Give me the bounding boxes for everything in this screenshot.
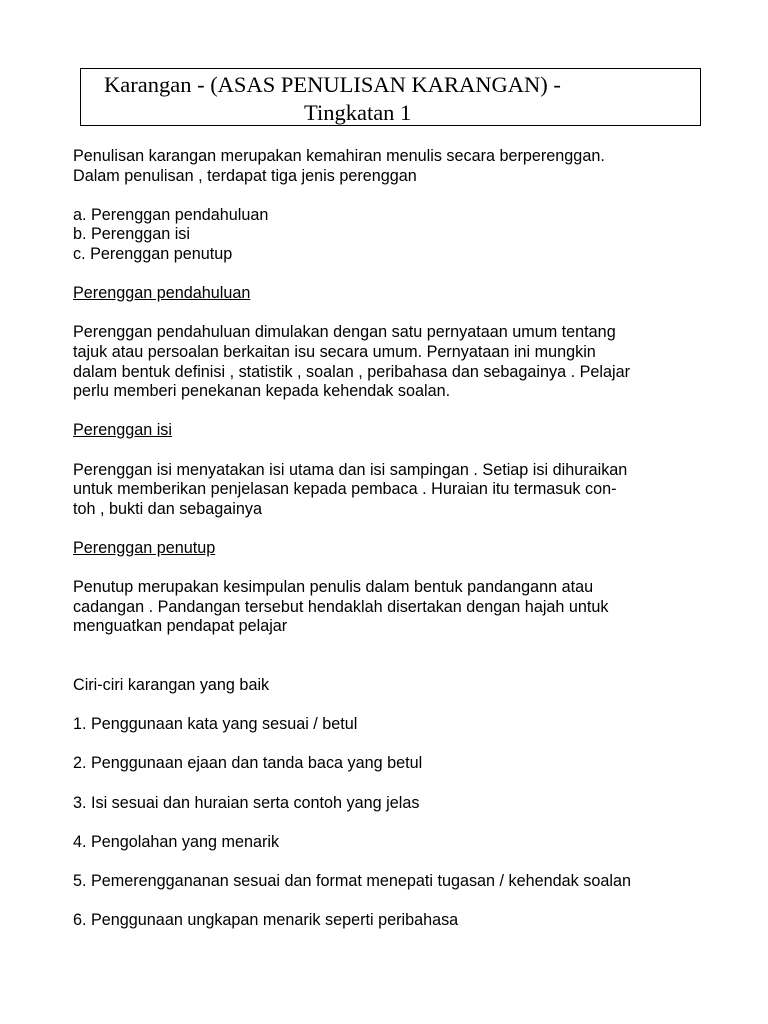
document-title-line-1: Karangan - (ASAS PENULISAN KARANGAN) - [104,72,561,97]
spacer [73,637,713,657]
spacer [73,186,713,206]
spacer [73,304,713,324]
criteria-item: 6. Penggunaan ungkapan menarik seperti peribahasa [73,911,459,930]
spacer [73,558,713,578]
document-title-box [80,68,701,126]
section-line: perlu memberi penekanan kepada kehendak soalan. [73,382,451,401]
section-line: Perenggan pendahuluan dimulakan dengan satu pernyataan umum tentang [73,323,616,342]
criteria-item: 5. Pemerenggananan sesuai dan format menepati tugasan / kehendak soalan [73,871,631,890]
criteria-heading: Ciri-ciri karangan yang baik [73,676,270,695]
spacer [73,735,713,755]
section-line: untuk memberikan penjelasan kepada pembaca . Huraian itu termasuk con- [73,480,617,499]
intro-line-1: Penulisan karangan merupakan kemahiran menulis secara berperenggan. [73,147,605,165]
spacer [73,774,713,794]
section-line: Perenggan isi menyatakan isi utama dan isi sampingan . Setiap isi dihuraikan [73,460,628,479]
spacer [73,892,713,912]
section-line: Penutup merupakan kesimpulan penulis dalam bentuk pandangann atau [73,578,594,597]
spacer [73,852,713,872]
section-line: dalam bentuk definisi , statistik , soalan , peribahasa dan sebagainya . Pelajar [73,362,631,381]
spacer [73,696,713,716]
document-body [73,147,713,931]
criteria-item: 4. Pengolahan yang menarik [73,832,280,851]
section-line: menguatkan pendapat pelajar [73,617,288,636]
section-heading-penutup: Perenggan penutup [73,538,216,557]
section-line: toh , bukti dan sebagainya [73,499,262,518]
document-title-line-2: Tingkatan 1 [304,100,412,125]
intro-line-2: Dalam penulisan , terdapat tiga jenis perenggan [73,166,417,185]
section-line: tajuk atau persoalan berkaitan isu secara umum. Pernyataan ini mungkin [73,342,596,361]
section-line: cadangan . Pandangan tersebut hendaklah disertakan dengan hajah untuk [73,597,609,616]
spacer [73,265,713,285]
spacer [73,402,713,422]
section-heading-isi: Perenggan isi [73,421,172,440]
spacer [73,441,713,461]
paragraph-type-item: a. Perenggan pendahuluan [73,205,269,224]
spacer [73,519,713,539]
paragraph-type-item: b. Perenggan isi [73,225,190,244]
criteria-item: 3. Isi sesuai dan huraian serta contoh yang jelas [73,793,420,812]
spacer [73,813,713,833]
criteria-item: 2. Penggunaan ejaan dan tanda baca yang betul [73,754,423,773]
criteria-item: 1. Penggunaan kata yang sesuai / betul [73,715,358,734]
paragraph-type-item: c. Perenggan penutup [73,244,233,263]
section-heading-pendahuluan: Perenggan pendahuluan [73,284,251,303]
